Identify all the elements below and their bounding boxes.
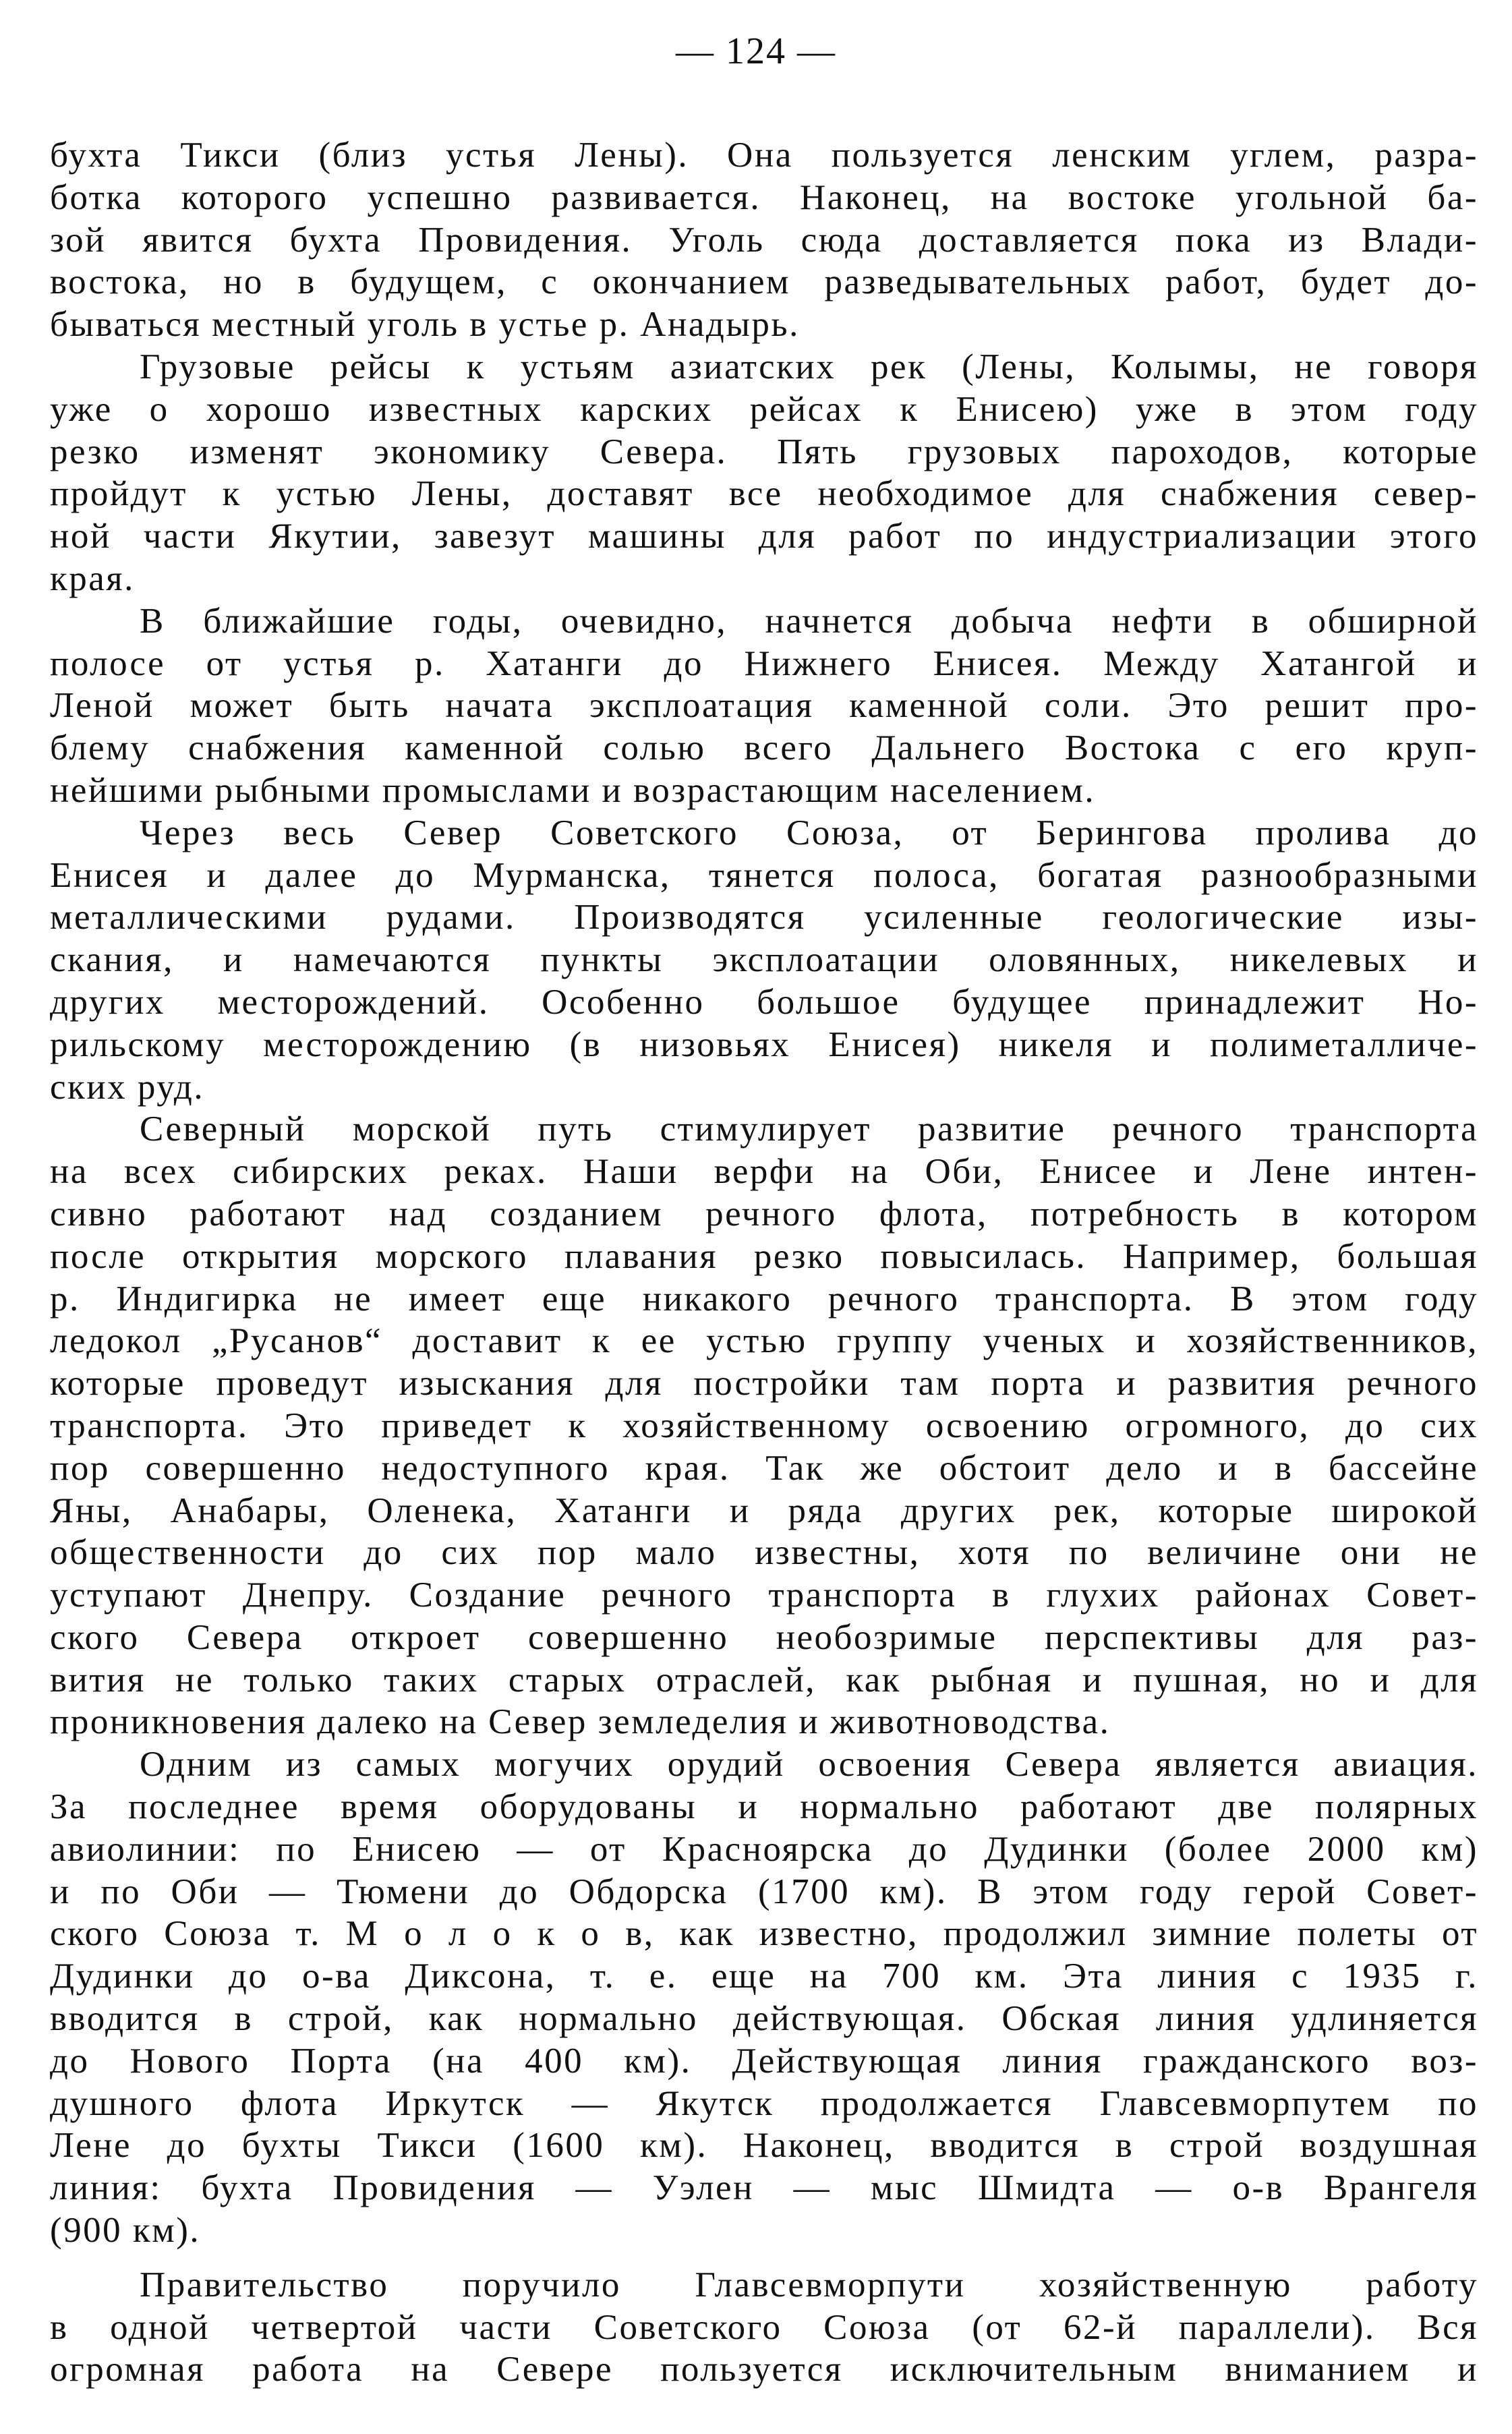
- text-line: уступают Днепру. Создание речного транспорта в глухих районах Совет-: [50, 1575, 1478, 1615]
- paragraph: [50, 2264, 1478, 2391]
- paragraph: [50, 600, 1478, 812]
- text-line: Яны, Анабары, Оленека, Хатанги и ряда других рек, которые широкой: [50, 1490, 1478, 1530]
- text-line: востока, но в будущем, с окончанием разведывательных работ, будет до-: [50, 262, 1478, 302]
- text-line: р. Индигирка не имеет еще никакого речного транспорта. В этом году: [50, 1279, 1478, 1319]
- text-line: За последнее время оборудованы и нормально работают две полярных: [50, 1787, 1478, 1827]
- text-line: транспорта. Это приведет к хозяйственному освоению огромного, до сих: [50, 1406, 1478, 1445]
- text-line: Лене до бухты Тикси (1600 км). Наконец, вводится в строй воздушная: [50, 2126, 1478, 2166]
- text-line: Северный морской путь стимулирует развитие речного транспорта: [140, 1109, 1478, 1149]
- text-line: до Нового Порта (на 400 км). Действующая линия гражданского воз-: [50, 2041, 1478, 2081]
- body-text: [50, 134, 1478, 2391]
- text-line: края.: [50, 558, 135, 598]
- text-line: Через весь Север Советского Союза, от Берингова пролива до: [140, 813, 1478, 852]
- text-line: блему снабжения каменной солью всего Дальнего Востока с его круп-: [50, 728, 1478, 768]
- text-line: нейшими рыбными промыслами и возрастающим населением.: [50, 770, 1096, 810]
- text-line: Дудинки до о-ва Диксона, т. е. еще на 700 км. Эта линия с 1935 г.: [50, 1957, 1478, 1996]
- text-line: скания, и намечаются пункты эксплоатации оловянных, никелевых и: [50, 940, 1478, 980]
- text-line: бываться местный уголь в устье р. Анадырь.: [50, 305, 800, 345]
- paragraph: [50, 346, 1478, 600]
- paragraph: [50, 812, 1478, 1109]
- text-line: уже о хорошо известных карских рейсах к Енисею) уже в этом году: [50, 389, 1478, 429]
- text-line: ского Севера откроет совершенно необозримые перспективы для раз-: [50, 1617, 1478, 1657]
- text-line: Грузовые рейсы к устьям азиатских рек (Лены, Колымы, не говоря: [140, 347, 1478, 386]
- text-line: душного флота Иркутск — Якутск продолжается Главсевморпутем по: [50, 2083, 1478, 2123]
- text-line: пройдут к устью Лены, доставят все необходимое для снабжения север-: [50, 474, 1478, 514]
- page-number: — 124 —: [676, 30, 836, 72]
- text-line: вития не только таких старых отраслей, как рыбная и пушная, но и для: [50, 1660, 1478, 1700]
- paragraph: [50, 134, 1478, 346]
- text-line: огромная работа на Севере пользуется исключительным вниманием и: [50, 2350, 1478, 2389]
- text-line: полосе от устья р. Хатанги до Нижнего Енисея. Между Хатангой и: [50, 643, 1478, 683]
- text-line: Леной может быть начата эксплоатация каменной соли. Это решит про-: [50, 686, 1478, 726]
- text-line: которые проведут изыскания для постройки там порта и развития речного: [50, 1364, 1478, 1403]
- text-line: и по Оби — Тюмени до Обдорска (1700 км). В этом году герой Совет-: [50, 1872, 1478, 1911]
- text-line: ледокол „Русанов“ доставит к ее устью группу ученых и хозяйственников,: [50, 1321, 1478, 1361]
- paragraph: [50, 1743, 1478, 2252]
- text-line: линия: бухта Провидения — Уэлен — мыс Шмидта — о-в Врангеля: [50, 2168, 1478, 2208]
- text-line: проникновения далеко на Север земледелия и животноводства.: [50, 1702, 1111, 1742]
- text-line: пор совершенно недоступного края. Так же обстоит дело и в бассейне: [50, 1448, 1478, 1488]
- text-line: В ближайшие годы, очевидно, начнется добыча нефти в обширной: [140, 601, 1478, 641]
- text-line: после открытия морского плавания резко повысилась. Например, большая: [50, 1236, 1478, 1276]
- text-line: вводится в строй, как нормально действующая. Обская линия удлиняется: [50, 1999, 1478, 2039]
- text-line: зой явится бухта Провидения. Уголь сюда доставляется пока из Влади-: [50, 220, 1478, 260]
- text-line: металлическими рудами. Производятся усиленные геологические изы-: [50, 898, 1478, 937]
- text-line: сивно работают над созданием речного флота, потребность в котором: [50, 1194, 1478, 1234]
- text-line: Енисея и далее до Мурманска, тянется полоса, богатая разнообразными: [50, 855, 1478, 895]
- text-line: ского Союза т. М о л о к о в, как известно, продолжил зимние полеты от: [50, 1914, 1478, 1954]
- text-line: других месторождений. Особенно большое будущее принадлежит Но-: [50, 982, 1478, 1022]
- text-line: ботка которого успешно развивается. Наконец, на востоке угольной ба-: [50, 177, 1478, 217]
- text-line: Одним из самых могучих орудий освоения Севера является авиация.: [140, 1745, 1478, 1785]
- text-line: общественности до сих пор мало известны, хотя по величине они не: [50, 1533, 1478, 1573]
- text-line: в одной четвертой части Советского Союза (от 62-й параллели). Вся: [50, 2307, 1478, 2347]
- text-line: ной части Якутии, завезут машины для работ по индустриализации этого: [50, 517, 1478, 556]
- text-line: авиолинии: по Енисею — от Красноярска до Дудинки (более 2000 км): [50, 1829, 1478, 1869]
- text-line: ских руд.: [50, 1067, 205, 1107]
- paragraph: [50, 1108, 1478, 1743]
- text-line: на всех сибирских реках. Наши верфи на Оби, Енисее и Лене интен-: [50, 1152, 1478, 1192]
- text-line: Правительство поручило Главсевморпути хозяйственную работу: [140, 2265, 1478, 2305]
- text-line: рильскому месторождению (в низовьях Енисея) никеля и полиметалличе-: [50, 1024, 1478, 1064]
- text-line: резко изменят экономику Севера. Пять грузовых пароходов, которые: [50, 432, 1478, 471]
- text-line: (900 км).: [50, 2211, 201, 2251]
- text-line: бухта Тикси (близ устья Лены). Она пользуется ленским углем, разра-: [50, 136, 1478, 175]
